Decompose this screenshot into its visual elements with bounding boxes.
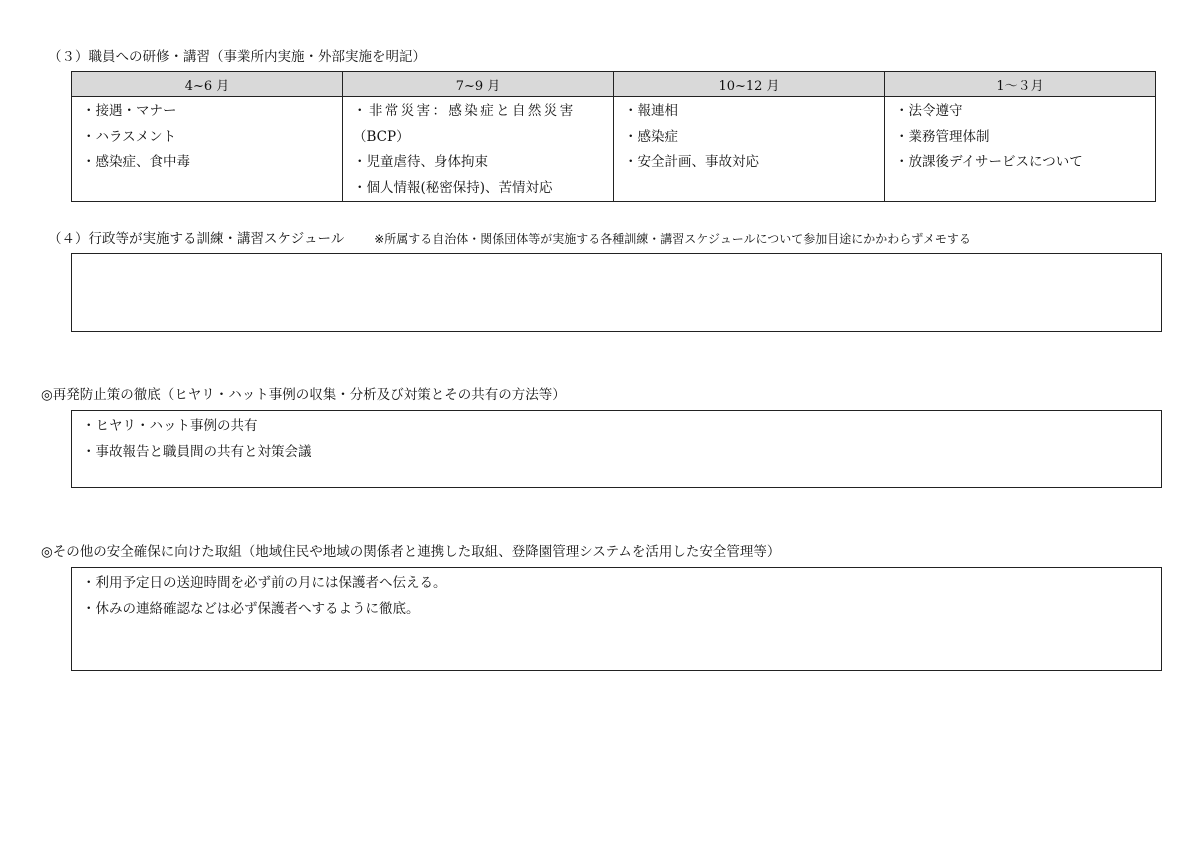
training-heading: （３）職員への研修・講習（事業所内実施・外部実施を明記） — [48, 49, 426, 65]
list-item: ・休みの連絡確認などは必ず保護者へするように徹底。 — [82, 601, 420, 617]
column-header-apr-jun: 4~6 月 — [72, 72, 343, 97]
list-item: （BCP） — [353, 128, 410, 145]
list-item: ・利用予定日の送迎時間を必ず前の月には保護者へ伝える。 — [82, 575, 447, 591]
list-item: ・放課後デイサービスについて — [895, 154, 1083, 170]
list-item: ・安全計画、事故対応 — [624, 154, 759, 170]
list-item: ・法令遵守 — [895, 103, 963, 119]
schedule-heading: （４）行政等が実施する訓練・講習スケジュール — [48, 231, 345, 247]
cell-jul-sep — [343, 97, 614, 202]
list-item: ・児童虐待、身体拘束 — [353, 154, 488, 170]
schedule-box — [71, 253, 1162, 332]
schedule-note: ※所属する自治体・関係団体等が実施する各種訓練・講習スケジュールについて参加目途にかかわらずメモする — [374, 232, 971, 246]
list-item: ・非常災害：感染症と自然災害 — [353, 103, 576, 119]
list-item: ・接遇・マナー — [82, 103, 177, 119]
column-header-jul-sep: 7~9 月 — [343, 72, 614, 97]
list-item: ・ヒヤリ・ハット事例の共有 — [82, 418, 258, 434]
other-measures-heading: ◎その他の安全確保に向けた取組（地域住民や地域の関係者と連携した取組、登降園管理システムを活用した安全管理等） — [41, 544, 781, 560]
table-row — [72, 97, 1156, 202]
column-header-oct-dec: 10~12 月 — [614, 72, 885, 97]
list-item: ・ハラスメント — [82, 128, 177, 145]
list-item: ・感染症、食中毒 — [82, 154, 190, 170]
training-table — [71, 71, 1156, 202]
schedule-heading-line — [48, 230, 971, 248]
cell-oct-dec — [614, 97, 885, 202]
other-measures-box — [71, 567, 1162, 671]
list-item: ・業務管理体制 — [895, 128, 990, 145]
prevention-heading: ◎再発防止策の徹底（ヒヤリ・ハット事例の収集・分析及び対策とその共有の方法等） — [41, 387, 566, 403]
cell-apr-jun — [72, 97, 343, 202]
table-header-row — [72, 72, 1156, 97]
list-item: ・事故報告と職員間の共有と対策会議 — [82, 444, 312, 460]
list-item: ・個人情報(秘密保持)、苦情対応 — [353, 179, 553, 196]
column-header-jan-mar: 1～３月 — [885, 72, 1156, 97]
list-item: ・感染症 — [624, 128, 678, 145]
cell-jan-mar — [885, 97, 1156, 202]
prevention-box — [71, 410, 1162, 488]
list-item: ・報連相 — [624, 103, 678, 119]
